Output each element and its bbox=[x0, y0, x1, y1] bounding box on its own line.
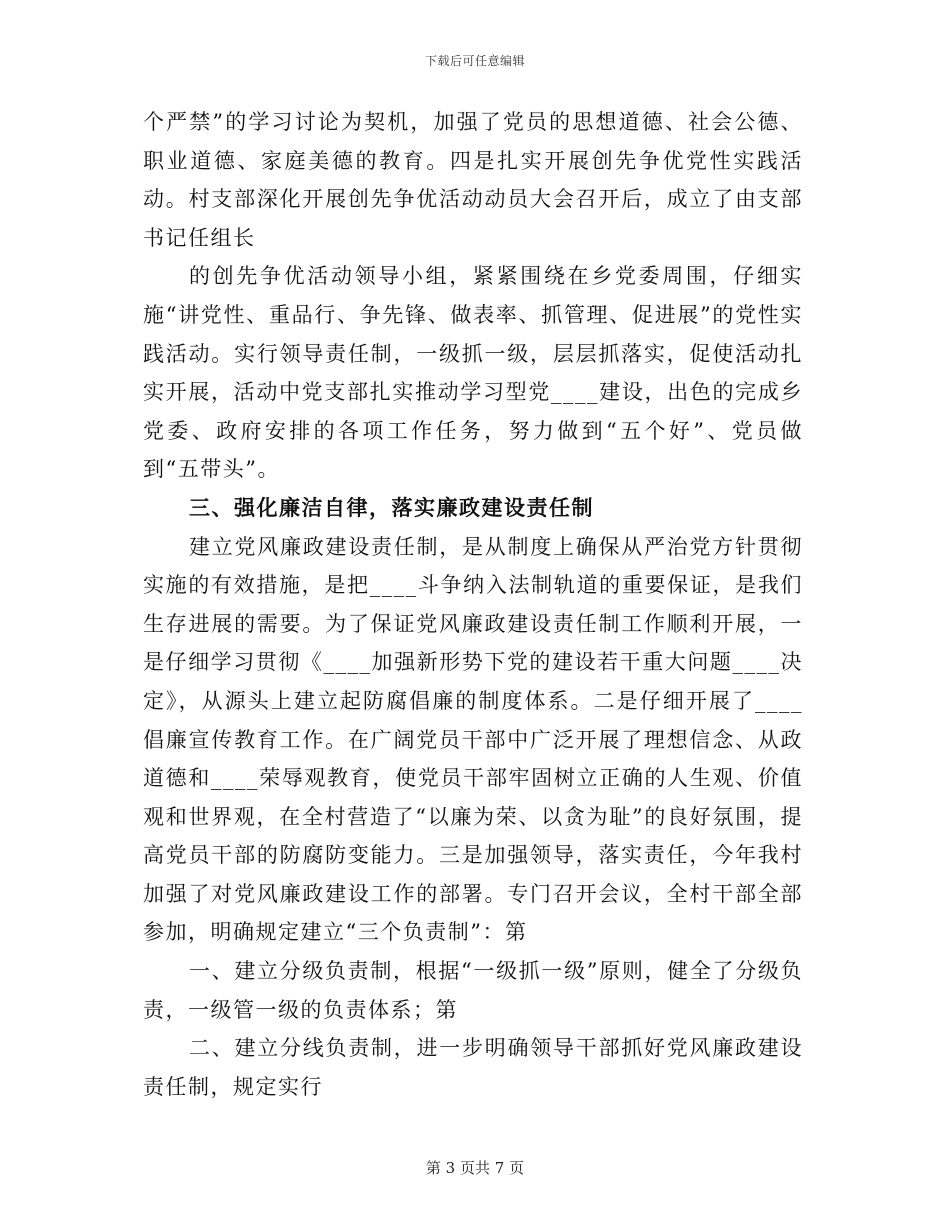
section-heading: 三、强化廉洁自律，落实廉政建设责任制 bbox=[189, 494, 594, 520]
page-number: 第 3 页共 7 页 bbox=[425, 1159, 525, 1177]
paragraph-tiered-responsibility: 一、建立分级负责制，根据“一级抓一级”原则，健全了分级负责，一级管一级的负责体系；第 bbox=[143, 959, 803, 1022]
paragraph-anti-corruption: 建立党风廉政建设责任制，是从制度上确保从严治党方针贯彻实施的有效措施，是把____斗争纳入法制轨道的重要保证，是我们生存进展的需要。为了保证党风廉政建设责任制工作顺利开展，一是仔细学习贯彻《____加强新形势下党的建设若干重大问题____决定》，从源头上建立起防腐倡廉的制度体系。二是仔细开展了____倡廉宣传教育工作。在广阔党员干部中广泛开展了理想信念、从政道德和____荣辱观教育，使党员干部牢固树立正确的人生观、价值观和世界观，在全村营造了“以廉为荣、以贪为耻”的良好氛围，提高党员干部的防腐防变能力。三是加强领导，落实责任，今年我村加强了对党风廉政建设工作的部署。专门召开会议，全村干部全部参加，明确规定建立“三个负责制”：第 bbox=[143, 534, 803, 945]
document-body bbox=[143, 103, 803, 1106]
paragraph-continuation: 个严禁”的学习讨论为契机，加强了党员的思想道德、社会公德、职业道德、家庭美德的教育。四是扎实开展创先争优党性实践活动。村支部深化开展创先争优活动动员大会召开后，成立了由支部书记任组长 bbox=[143, 110, 803, 250]
paragraph-line-responsibility: 二、建立分线负责制，进一步明确领导干部抓好党风廉政建设责任制，规定实行 bbox=[143, 1036, 803, 1099]
page-header: 下载后可任意编辑 bbox=[424, 54, 525, 68]
paragraph-leadership-group: 的创先争优活动领导小组，紧紧围绕在乡党委周围，仔细实施“讲党性、重品行、争先锋、做表率、抓管理、促进展”的党性实践活动。实行领导责任制，一级抓一级，层层抓落实，促使活动扎实开展，活动中党支部扎实推动学习型党____建设，出色的完成乡党委、政府安排的各项工作任务，努力做到“五个好”、党员做到“五带头”。 bbox=[143, 264, 803, 482]
